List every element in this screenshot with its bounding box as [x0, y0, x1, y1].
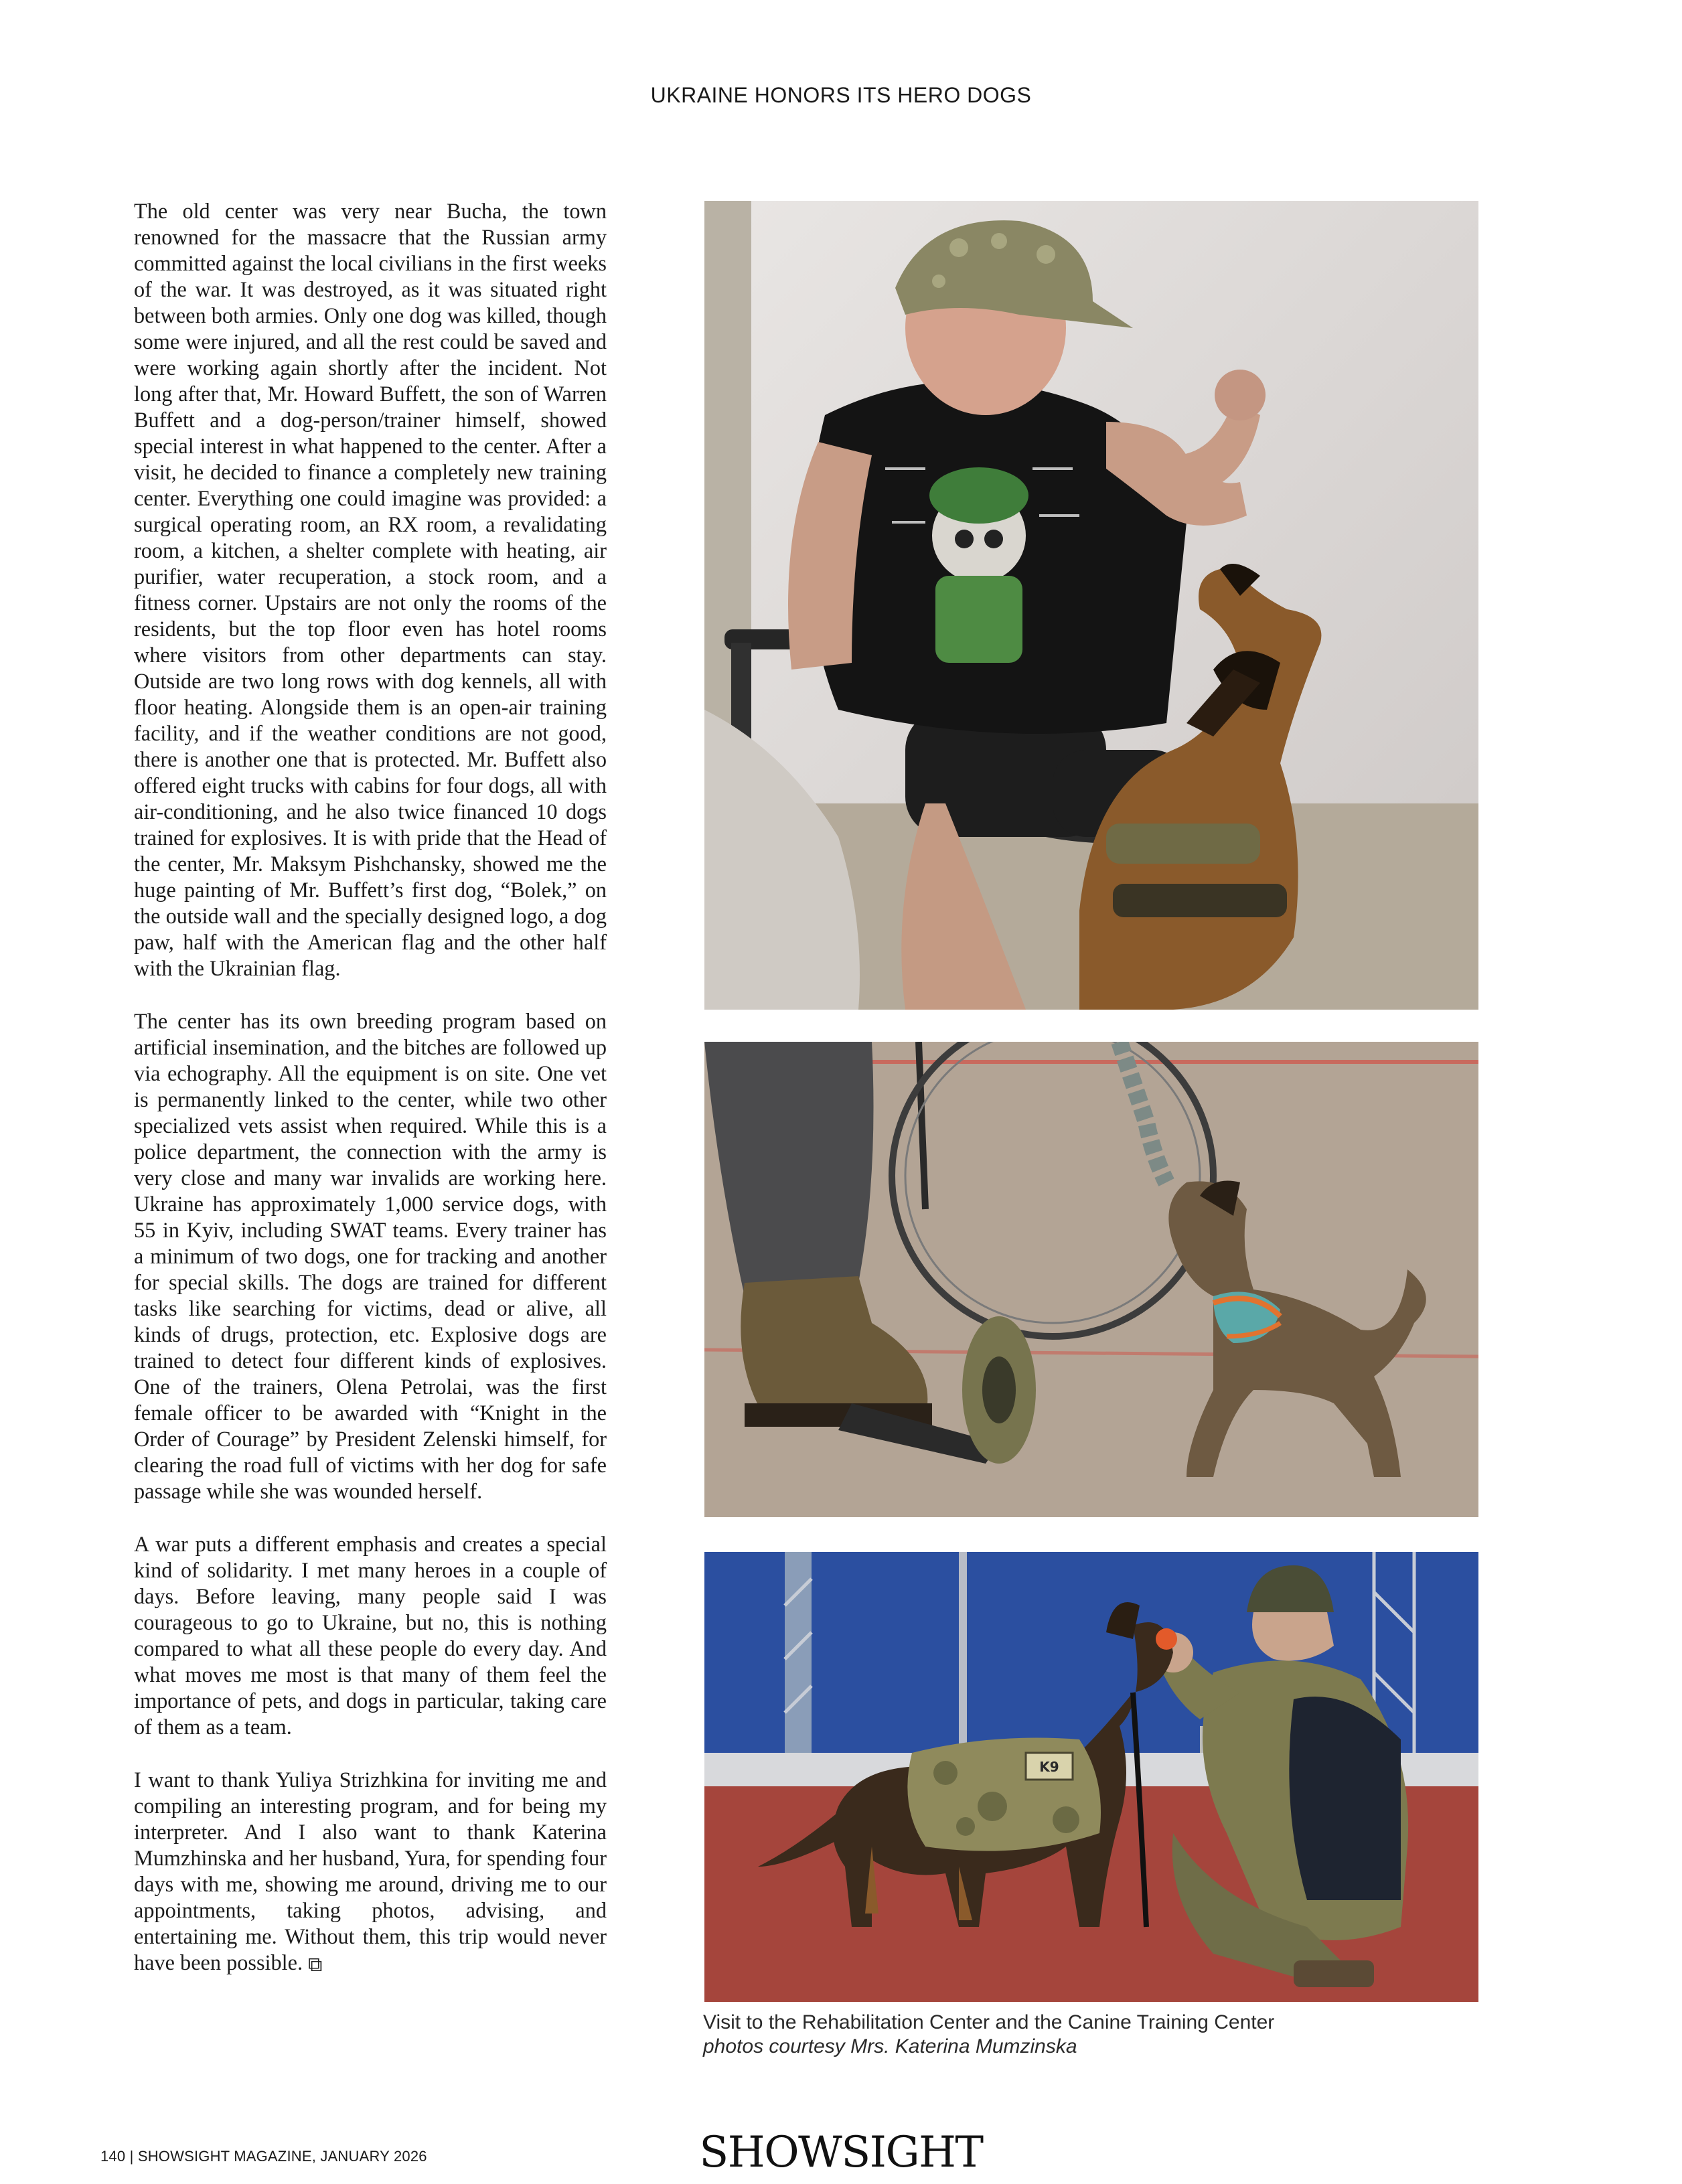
article-paragraph-text: I want to thank Yuliya Strizhkina for inviting me and compiling an interesting program, and for being my interpreter. And I also want to thank Katerina Mumzhinska and her husband, Yura, for spending four days with me, showing me around, driving me to our appointments, taking photos, advising, and entertaining me. Without them, this trip would never have been possible. [134, 1768, 607, 1974]
article-paragraph: A war puts a different emphasis and creates a special kind of solidarity. I met many heroes in a couple of days. Before leaving, many people said I was courageous to go to Ukraine, but no, this is nothing compared to what all these people do every day. And what moves me most is that many of them feel the importance of pets, and dogs in particular, taking care of them as a team. [134, 1532, 607, 1739]
masthead-bold: SHOW [699, 2128, 842, 2177]
photo-dog-rope-toy-image [704, 1042, 1478, 1517]
photo-wheelchair-trainer-image [704, 201, 1478, 1010]
photo-caption [703, 2011, 1480, 2059]
article-paragraph: The center has its own breeding program based on artificial insemination, and the bitches are followed up via echography. All the equipment is on site. One vet is permanently linked to the center, while two other specialized vets assist when required. While this is a police department, the connection with the army is very close and many war invalids are working here. Ukraine has approximately 1,000 service dogs, with 55 in Kyiv, including SWAT teams. Every trainer has a minimum of two dogs, one for tracking and another for special skills. The dogs are trained for different tasks like searching for victims, dead or alive, all kinds of drugs, protection, etc. Explosive dogs are trained to detect four different kinds of explosives. One of the trainers, Olena Petrolai, was the first female officer to be awarded with “Knight in the Order of Courage” by President Zelenski himself, for clearing the road full of victims with her dog for safe passage while she was wounded herself. [134, 1009, 607, 1503]
masthead-logo [0, 2128, 1682, 2177]
page-folio: 140 | SHOWSIGHT MAGAZINE, JANUARY 2026 [100, 2148, 427, 2165]
end-mark-icon: ⧉ [308, 1953, 323, 1976]
article-paragraph-last [134, 1767, 607, 1976]
vest-patch-label: K9 [1039, 1759, 1059, 1775]
caption-text: Visit to the Rehabilitation Center and the Canine Training Center [703, 2011, 1275, 2033]
caption-credit: photos courtesy Mrs. Katerina Mumzinska [703, 2035, 1077, 2057]
article-body [134, 198, 607, 2003]
article-paragraph: The old center was very near Bucha, the town renowned for the massacre that the Russian army committed against the local civilians in the first weeks of the war. It was destroyed, as it was situated right between both armies. Only one dog was killed, though some were injured, and all the rest could be saved and were working again shortly after the incident. Not long after that, Mr. Howard Buffett, the son of Warren Buffett and a dog-person/trainer himself, showed special interest in what happened to the center. After a visit, he decided to finance a completely new training center. Everything one could imagine was provided: a surgical operating room, an RX room, a revalidating room, a kitchen, a shelter complete with heating, air purifier, water recuperation, a stock room, and a fitness corner. Upstairs are not only the rooms of the residents, but the top floor even has hotel rooms where visitors from other departments can stay. Outside are two long rows with dog kennels, all with floor heating. Alongside them is an open-air training facility, and if the weather conditions are not good, there is another one that is protected. Mr. Buffett also offered eight trucks with cabins for four dogs, all with air-conditioning, and he also twice financed 10 dogs trained for explosives. It is with pride that the Head of the center, Mr. Maksym Pishchansky, showed me the huge painting of Mr. Buffett’s first dog, “Bolek,” on the outside wall and the specially designed logo, a dog paw, half with the American flag and the other half with the Ukrainian flag. [134, 199, 607, 980]
photo-handler-vest-dog [704, 1552, 1478, 2002]
photo-wheelchair-trainer [704, 201, 1478, 1010]
masthead-light: SIGHT [841, 2128, 983, 2177]
photo-handler-vest-dog-image [704, 1552, 1478, 2002]
running-head: UKRAINE HONORS ITS HERO DOGS [650, 83, 1032, 107]
photo-dog-rope-toy [704, 1042, 1478, 1517]
